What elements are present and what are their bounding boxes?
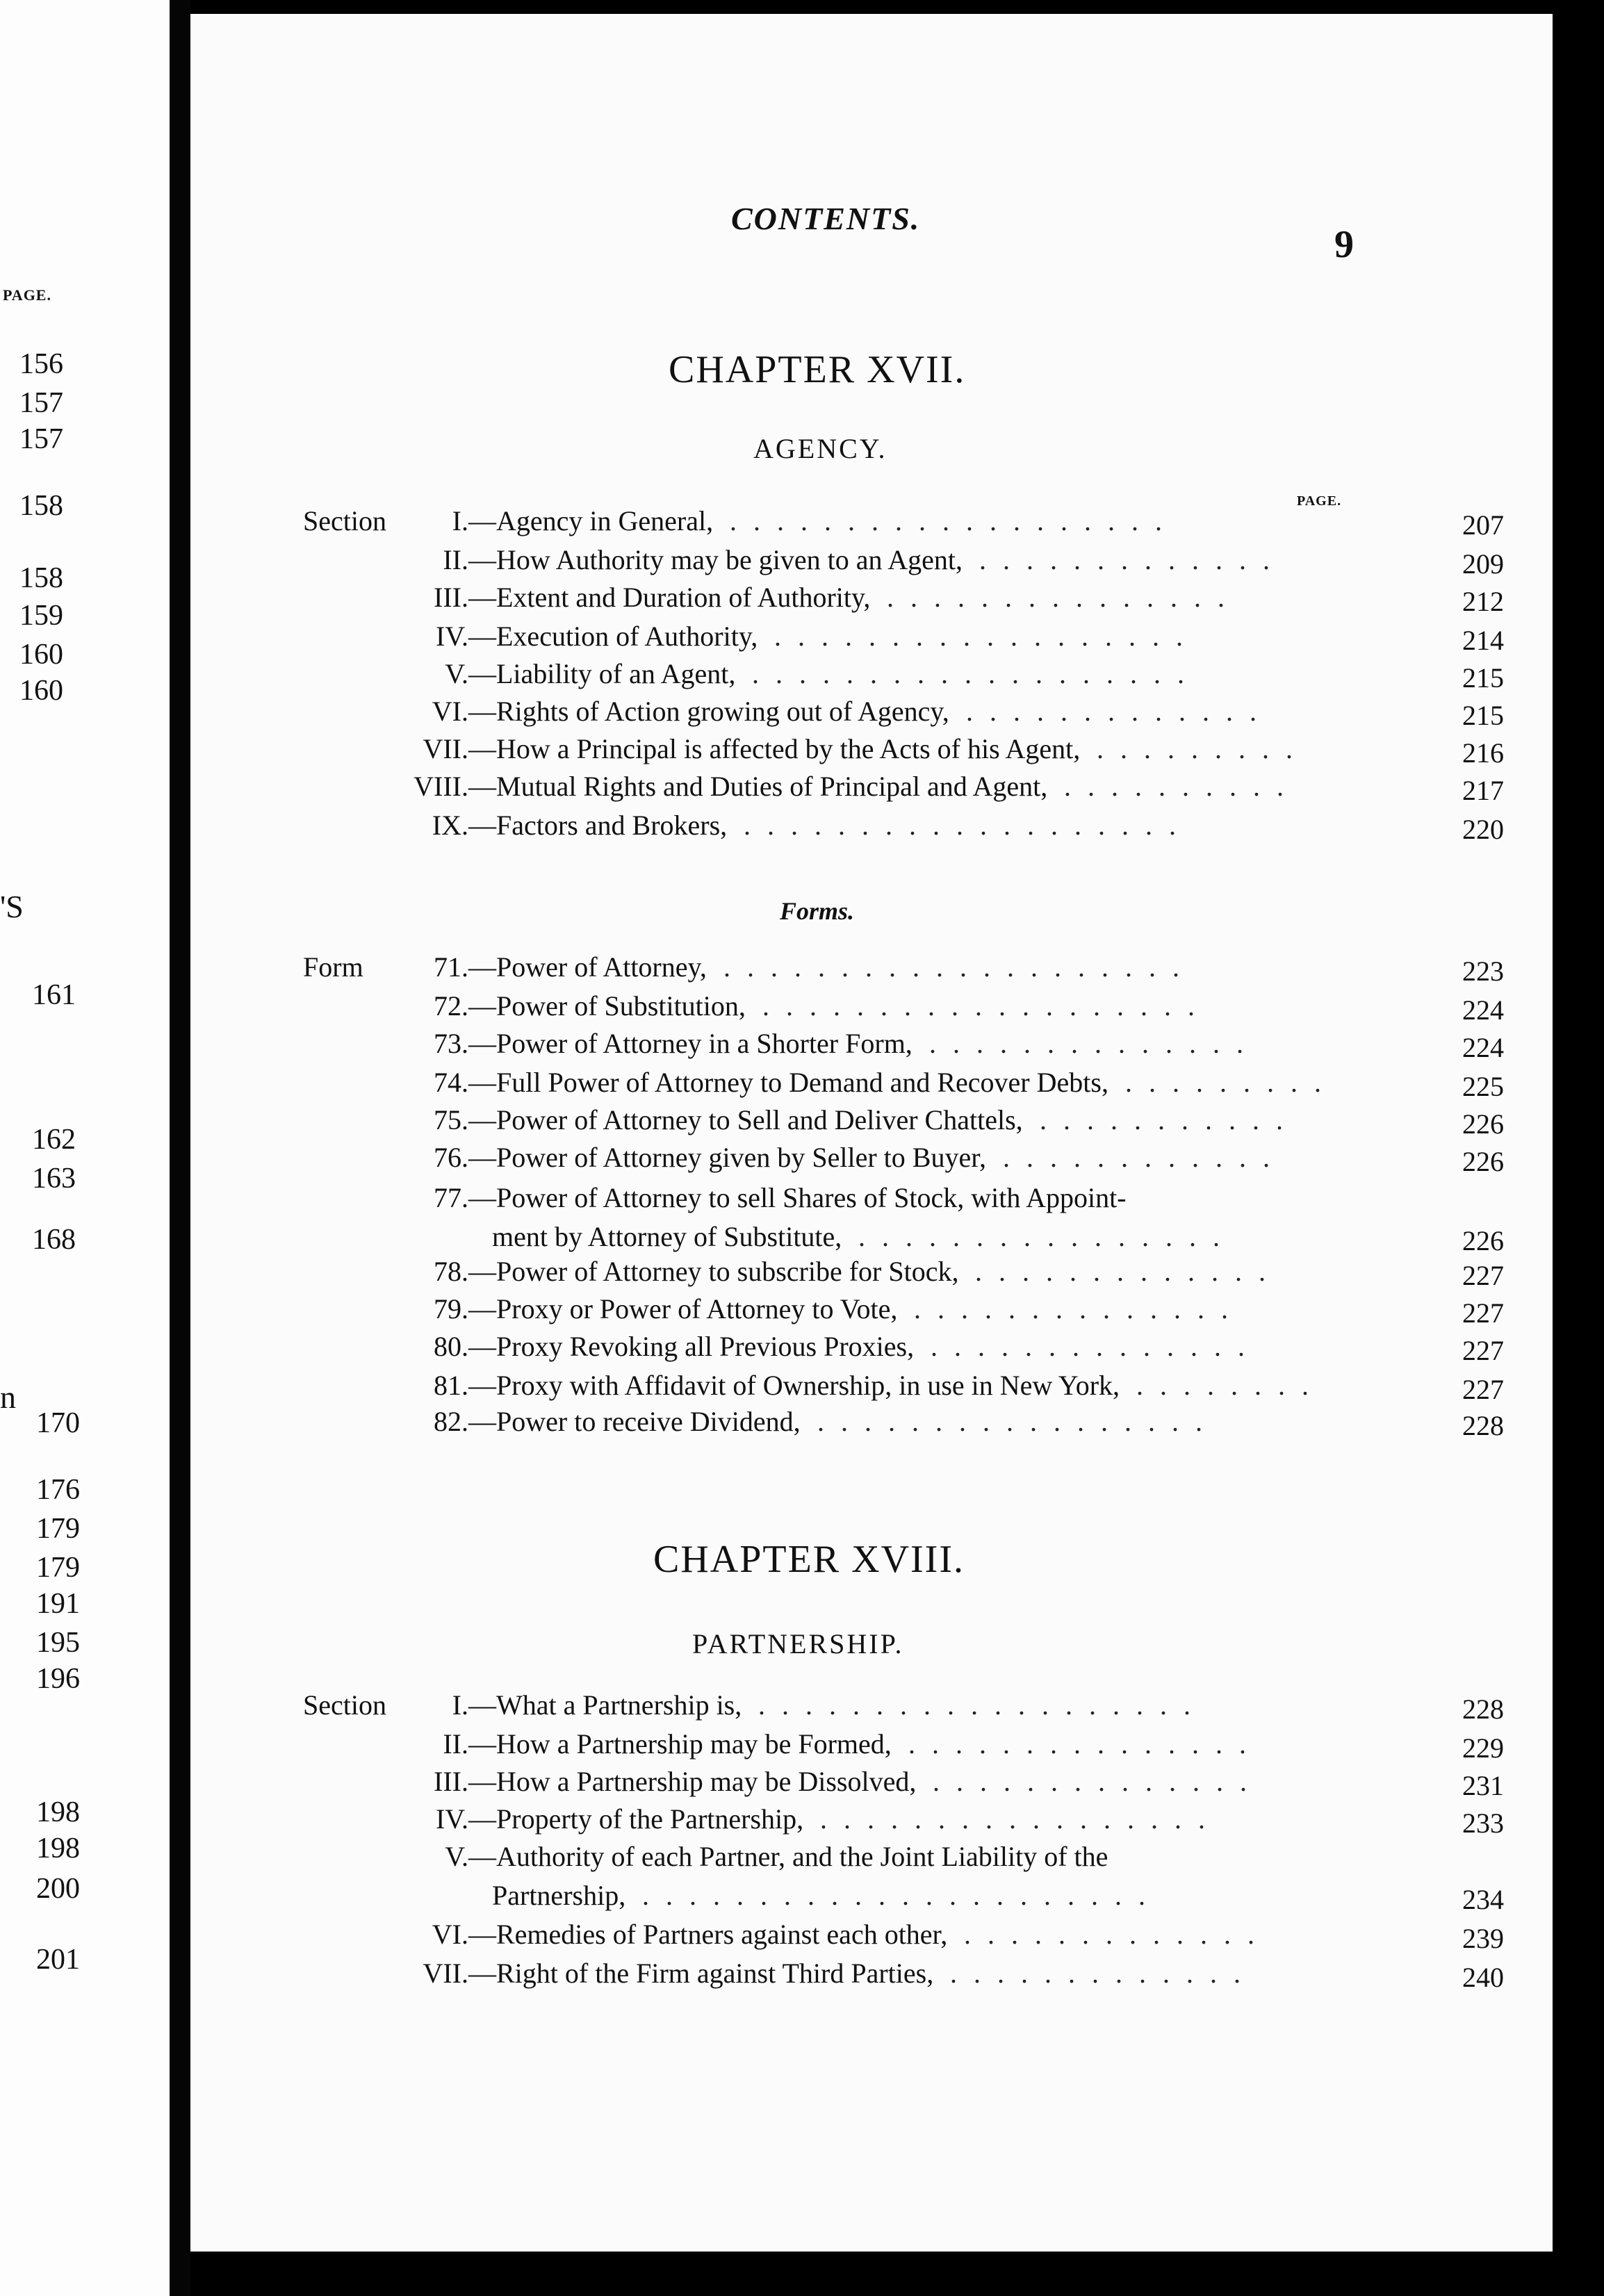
toc-entry-number: I. [452, 1689, 468, 1721]
toc-entry [190, 1293, 1553, 1331]
toc-leader-dots: ................... [752, 658, 1201, 689]
toc-leader-dots: ............. [966, 696, 1273, 727]
facing-page-number: 179 [36, 1513, 80, 1545]
toc-entry-number: 71. [434, 951, 468, 983]
toc-entry-page: 227 [1462, 1374, 1504, 1405]
toc-entry-number: 80. [434, 1331, 468, 1362]
facing-page-number: 158 [19, 490, 63, 522]
toc-entry [190, 990, 1553, 1028]
toc-entry-page: 234 [1462, 1884, 1504, 1915]
facing-page-number: 170 [36, 1407, 80, 1439]
facing-page-number: 196 [36, 1663, 80, 1695]
toc-entry-number: VIII. [414, 771, 468, 802]
toc-entry-title: —Property of the Partnership, [468, 1803, 804, 1835]
toc-entry-title: —How a Partnership may be Dissolved, [468, 1766, 917, 1797]
toc-entry-page: 223 [1462, 956, 1504, 987]
toc-entry [190, 1840, 1553, 1915]
toc-entry-page: 224 [1462, 1032, 1504, 1063]
toc-entry-number: 74. [434, 1067, 468, 1098]
toc-entry-title: —How a Principal is affected by the Acts of his Agent, [468, 733, 1081, 764]
toc-entry-title-continued: Partnership, [492, 1880, 626, 1911]
toc-entry-title: —Power of Attorney to subscribe for Stock, [468, 1256, 959, 1287]
toc-entry-number: 72. [434, 990, 468, 1022]
facing-page-number: 168 [32, 1224, 76, 1256]
toc-entry [190, 1066, 1553, 1105]
toc-leader-dots: ......... [1125, 1067, 1338, 1098]
toc-entry-number: II. [443, 544, 468, 575]
toc-entry-title: —Right of the Firm against Third Parties, [468, 1958, 934, 1989]
toc-entry-number: I. [452, 505, 468, 536]
toc-entry [190, 657, 1553, 696]
toc-entry-page: 207 [1462, 509, 1504, 541]
toc-entry-title: —Extent and Duration of Authority, [468, 582, 871, 613]
toc-entry-title: —Power of Attorney to Sell and Deliver Chattels, [468, 1104, 1023, 1135]
toc-entry-number: 79. [434, 1293, 468, 1325]
toc-leader-dots: .................. [774, 621, 1200, 652]
toc-entry-number: 82. [434, 1406, 468, 1437]
forms-heading: Forms. [780, 897, 855, 925]
toc-entry [190, 951, 1553, 990]
toc-leader-dots: ............... [887, 582, 1241, 613]
facing-page-number: 198 [36, 1832, 80, 1864]
book-spine [170, 0, 190, 2296]
toc-entry-number: VII. [423, 733, 468, 764]
toc-entry [190, 695, 1553, 734]
facing-page-number: 176 [36, 1474, 80, 1506]
toc-entry-title: —Power of Attorney to sell Shares of Stock, with Appoint- [468, 1182, 1127, 1213]
toc-entry-number: III. [434, 1766, 468, 1797]
toc-entry-page: 212 [1462, 586, 1504, 617]
facing-page-number: 161 [32, 979, 76, 1011]
toc-entry-page: 229 [1462, 1732, 1504, 1764]
facing-page-number: 198 [36, 1796, 80, 1828]
toc-entry [190, 1027, 1553, 1066]
facing-page-number: 157 [19, 423, 63, 455]
toc-entry-page: 216 [1462, 737, 1504, 769]
toc-entry [190, 1369, 1553, 1408]
toc-entry-page: 214 [1462, 625, 1504, 656]
facing-page-fragment-text: 'S [0, 889, 24, 924]
toc-leader-dots: ............. [975, 1256, 1282, 1287]
toc-entry-prefix: Section [303, 1689, 386, 1721]
facing-page-number: 158 [19, 562, 63, 594]
toc-entry [190, 543, 1553, 582]
toc-entry-page: 226 [1462, 1108, 1504, 1140]
toc-entry-title: —Remedies of Partners against each other, [468, 1919, 948, 1950]
facing-page-number: 156 [19, 348, 63, 380]
toc-entry-title: —Full Power of Attorney to Demand and Recover Debts, [468, 1067, 1108, 1098]
toc-entry-page: 228 [1462, 1694, 1504, 1725]
toc-entry-title: —Mutual Rights and Duties of Principal and Agent, [468, 771, 1048, 802]
toc-leader-dots: ............ [1003, 1142, 1286, 1173]
toc-leader-dots: .................... [723, 951, 1196, 983]
toc-entry [190, 1728, 1553, 1766]
toc-leader-dots: ................... [744, 810, 1193, 841]
chapter-18-subtitle: PARTNERSHIP. [692, 1628, 904, 1659]
facing-page-label: PAGE. [3, 286, 51, 304]
toc-entry-page: 233 [1462, 1807, 1504, 1839]
toc-entry [190, 1255, 1553, 1294]
toc-entry-number: 77. [434, 1182, 468, 1213]
toc-entry-page: 209 [1462, 548, 1504, 580]
toc-entry [190, 505, 1553, 543]
toc-entry-page: 226 [1462, 1225, 1504, 1256]
chapter-18-title: CHAPTER XVIII. [653, 1538, 965, 1581]
toc-entry-page: 225 [1462, 1071, 1504, 1102]
toc-entry-number: 73. [434, 1028, 468, 1059]
toc-entry-page: 227 [1462, 1260, 1504, 1291]
toc-entry-page: 240 [1462, 1962, 1504, 1993]
toc-entry-title: —Proxy or Power of Attorney to Vote, [468, 1293, 898, 1325]
toc-entry-page: 217 [1462, 775, 1504, 806]
toc-leader-dots: ................... [762, 990, 1211, 1022]
toc-entry-number: VI. [432, 696, 468, 727]
toc-leader-dots: ................. [817, 1406, 1219, 1437]
toc-entry-number: VII. [423, 1958, 468, 1989]
toc-leader-dots: ........... [1040, 1104, 1300, 1135]
toc-leader-dots: ................... [730, 505, 1179, 536]
toc-entry-title: —How a Partnership may be Formed, [468, 1728, 892, 1760]
toc-entry-page: 220 [1462, 814, 1504, 845]
toc-leader-dots: ................ [858, 1221, 1236, 1252]
toc-entry-page: 231 [1462, 1770, 1504, 1801]
facing-page-number: 191 [36, 1588, 80, 1620]
toc-entry-title: —Proxy with Affidavit of Ownership, in use in New York, [468, 1370, 1120, 1401]
facing-page-number: 159 [19, 600, 63, 632]
toc-entry [190, 1803, 1553, 1842]
facing-page-number: 162 [32, 1124, 76, 1156]
toc-entry-number: 76. [434, 1142, 468, 1173]
toc-entry [190, 1330, 1553, 1369]
toc-entry [190, 1765, 1553, 1804]
toc-entry-number: II. [443, 1728, 468, 1760]
facing-page-number: 195 [36, 1627, 80, 1659]
toc-entry-title: —Proxy Revoking all Previous Proxies, [468, 1331, 915, 1362]
toc-entry-number: IX. [432, 810, 468, 841]
chapter-17-subtitle: AGENCY. [753, 433, 887, 464]
toc-entry-number: VI. [432, 1919, 468, 1950]
toc-entry-number: IV. [435, 1803, 468, 1835]
toc-entry-page: 215 [1462, 662, 1504, 694]
facing-page-number: 157 [19, 387, 63, 419]
toc-entry-page: 239 [1462, 1923, 1504, 1954]
toc-entry-title: —How Authority may be given to an Agent, [468, 544, 963, 575]
toc-entry-title: —Liability of an Agent, [468, 658, 736, 689]
toc-leader-dots: ......... [1097, 733, 1309, 764]
toc-entry [190, 770, 1553, 809]
toc-entry-title: —Agency in General, [468, 505, 714, 536]
toc-entry-number: 78. [434, 1256, 468, 1287]
toc-entry-prefix: Section [303, 505, 386, 536]
toc-entry [190, 1957, 1553, 1996]
facing-page-fragment [0, 0, 170, 2296]
toc-entry-title: —Authority of each Partner, and the Joint Liability of the [468, 1841, 1108, 1872]
toc-entry [190, 1689, 1553, 1728]
toc-entry-title: —Power of Attorney in a Shorter Form, [468, 1028, 913, 1059]
page-column-label: PAGE. [1297, 493, 1342, 509]
toc-entry-number: IV. [435, 621, 468, 652]
toc-entry-page: 227 [1462, 1335, 1504, 1366]
toc-entry-title: —Factors and Brokers, [468, 810, 728, 841]
toc-entry-number: 75. [434, 1104, 468, 1135]
toc-leader-dots: ........ [1136, 1370, 1325, 1401]
toc-entry-title: —What a Partnership is, [468, 1689, 742, 1721]
facing-page-fragment-text: n [0, 1379, 16, 1415]
toc-leader-dots: .............. [929, 1028, 1260, 1059]
toc-entry-number: V. [445, 1841, 468, 1872]
toc-entry [190, 1181, 1553, 1256]
toc-leader-dots: .............. [933, 1766, 1263, 1797]
toc-entry [190, 1918, 1553, 1957]
toc-leader-dots: ............. [950, 1958, 1257, 1989]
facing-page-number: 160 [19, 639, 63, 671]
toc-entry-prefix: Form [303, 951, 363, 983]
facing-page-number: 201 [36, 1944, 80, 1976]
toc-entry-title: —Power of Attorney, [468, 951, 707, 983]
toc-entry [190, 732, 1553, 771]
toc-entry [190, 581, 1553, 620]
toc-entry-number: 81. [434, 1370, 468, 1401]
toc-entry [190, 1405, 1553, 1444]
toc-leader-dots: .............. [931, 1331, 1261, 1362]
running-head: CONTENTS. [731, 201, 921, 236]
contents-page [190, 14, 1553, 2252]
toc-entry-page: 228 [1462, 1410, 1504, 1441]
toc-entry-page: 224 [1462, 994, 1504, 1026]
toc-leader-dots: ................... [758, 1689, 1207, 1721]
toc-entry-title: —Rights of Action growing out of Agency, [468, 696, 949, 727]
toc-entry-page: 226 [1462, 1146, 1504, 1177]
toc-entry-page: 215 [1462, 700, 1504, 731]
facing-page-number: 163 [32, 1163, 76, 1195]
chapter-17-title: CHAPTER XVII. [669, 348, 966, 391]
facing-page-number: 200 [36, 1873, 80, 1905]
toc-entry-title: —Power of Attorney given by Seller to Buyer, [468, 1142, 986, 1173]
toc-entry [190, 809, 1553, 848]
page-folio: 9 [1334, 223, 1354, 266]
toc-leader-dots: .......... [1064, 771, 1300, 802]
facing-page-number: 179 [36, 1552, 80, 1584]
toc-entry [190, 1141, 1553, 1180]
facing-page-number: 160 [19, 675, 63, 707]
toc-entry-title: —Power of Substitution, [468, 990, 746, 1022]
toc-leader-dots: ................. [820, 1803, 1222, 1835]
toc-leader-dots: ............. [979, 544, 1286, 575]
toc-entry-page: 227 [1462, 1297, 1504, 1329]
toc-leader-dots: ............. [964, 1919, 1271, 1950]
toc-leader-dots: ............... [908, 1728, 1263, 1760]
toc-leader-dots: .............. [914, 1293, 1245, 1325]
toc-entry-number: V. [445, 658, 468, 689]
toc-entry-title-continued: ment by Attorney of Substitute, [492, 1221, 842, 1252]
toc-entry-title: —Execution of Authority, [468, 621, 758, 652]
toc-entry-number: III. [434, 582, 468, 613]
toc-entry-title: —Power to receive Dividend, [468, 1406, 801, 1437]
toc-leader-dots: ...................... [642, 1880, 1162, 1911]
toc-entry [190, 1104, 1553, 1142]
toc-entry [190, 620, 1553, 659]
